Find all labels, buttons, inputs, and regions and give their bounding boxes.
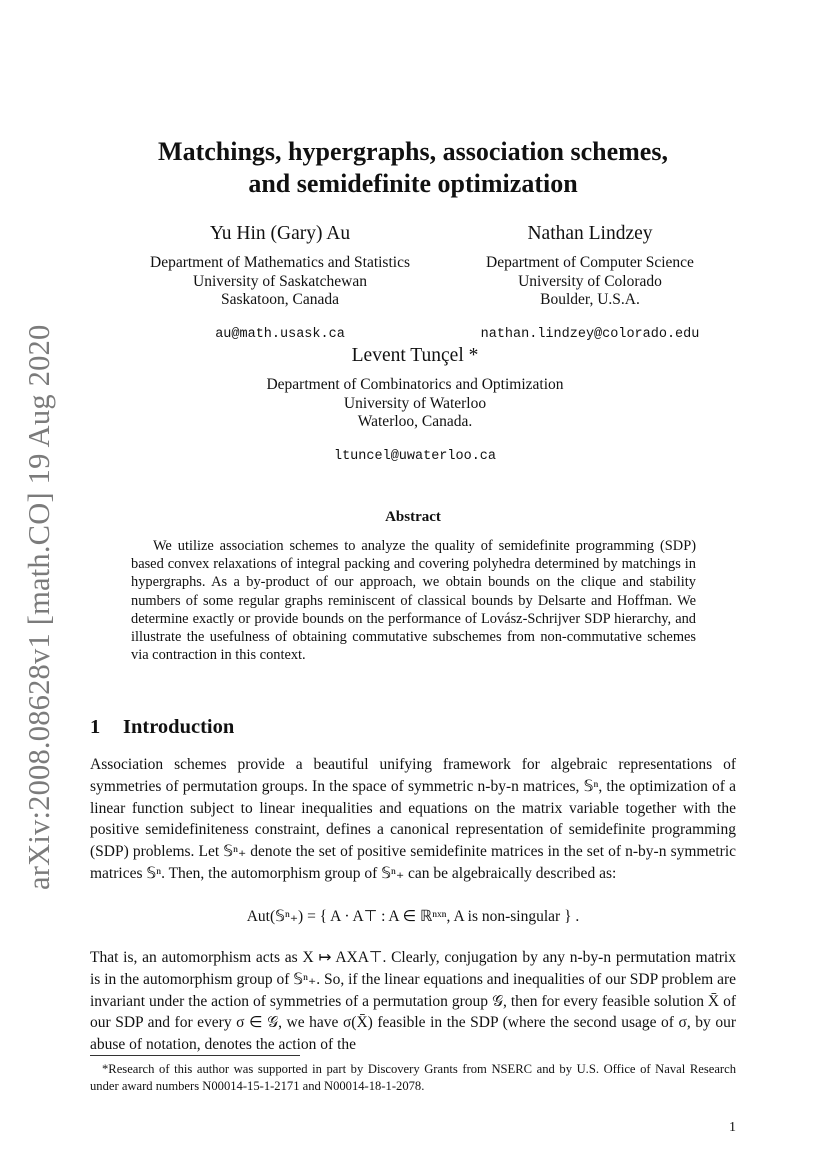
author-name: Nathan Lindzey xyxy=(527,223,653,244)
section-title-text: Introduction xyxy=(123,716,235,738)
paper-title-line-2: and semidefinite optimization xyxy=(248,169,578,198)
author-block-lindzey xyxy=(440,222,740,344)
author-university: University of Waterloo xyxy=(343,394,487,412)
author-block-au xyxy=(120,222,440,344)
author-name: Yu Hin (Gary) Au xyxy=(209,223,351,244)
author-location: Saskatoon, Canada xyxy=(221,291,339,308)
author-university: University of Saskatchewan xyxy=(193,272,367,290)
author-department: Department of Computer Science xyxy=(486,254,694,271)
author-location: Waterloo, Canada. xyxy=(357,413,473,430)
section-heading xyxy=(90,716,234,739)
paper-title xyxy=(90,136,736,200)
paper-title-line-1: Matchings, hypergraphs, association schemes, xyxy=(158,137,668,166)
author-name: Levent Tunçel * xyxy=(351,345,479,366)
author-department: Department of Combinatorics and Optimization xyxy=(266,376,564,393)
footnote-divider xyxy=(90,1055,300,1056)
intro-paragraph-2: That is, an automorphism acts as X ↦ AXA⊤. Clearly, conjugation by any n-by-n permutation matrix is in the automorphism group of 𝕊ⁿ₊. So, if the linear equations and inequalities of our SDP problem are invariant under the action of symmetries of a permutation group 𝒢, then for every feasible solution X̄ of our SDP and for every σ ∈ 𝒢, we have σ(X̄) feasible in the SDP (where the second usage of σ, by our abuse of notation, denotes the action of the xyxy=(90,949,736,1054)
author-university: University of Colorado xyxy=(518,272,662,290)
abstract-heading: Abstract xyxy=(385,509,441,525)
author-department: Department of Mathematics and Statistics xyxy=(150,254,410,271)
intro-paragraph-1: Association schemes provide a beautiful unifying framework for algebraic representations of symmetries of permutation groups. In the space of symmetric n-by-n matrices, 𝕊ⁿ, the optimization of a linear function subject to linear inequalities and equations on the matrix variable together with the positive semidefiniteness constraint, defines a canonical representation of semidefinite programming (SDP) problems. Let 𝕊ⁿ₊ denote the set of positive semidefinite matrices in the set of n-by-n symmetric matrices 𝕊ⁿ. Then, the automorphism group of 𝕊ⁿ₊ can be algebraically described as: xyxy=(90,756,736,882)
automorphism-equation: Aut(𝕊ⁿ₊) = { A · A⊤ : A ∈ ℝⁿˣⁿ, A is non-singular } . xyxy=(246,908,580,925)
section-number: 1 xyxy=(90,716,101,738)
author-email: nathan.lindzey@colorado.edu xyxy=(480,326,700,342)
author-block-tuncel xyxy=(215,344,615,466)
abstract-text: We utilize association schemes to analyze the quality of semidefinite programming (SDP) based convex relaxations of integral packing and covering polyhedra determined by matchings in hypergraphs. As a by-product of our approach, we obtain bounds on the clique and stability numbers of some regular graphs reminiscent of classical bounds by Delsarte and Hoffman. We determine exactly or provide bounds on the performance of Lovász-Schrijver SDP hierarchy, and illustrate the usefulness of obtaining commutative subschemes from non-commutative schemes via contraction in this context. xyxy=(131,538,696,664)
author-email: au@math.usask.ca xyxy=(215,326,345,342)
author-location: Boulder, U.S.A. xyxy=(540,291,640,308)
page-number: 1 xyxy=(729,1120,736,1135)
arxiv-identifier-stamp: arXiv:2008.08628v1 [math.CO] 19 Aug 2020 xyxy=(22,324,56,890)
author-email: ltuncel@uwaterloo.ca xyxy=(333,448,497,464)
footnote: *Research of this author was supported in part by Discovery Grants from NSERC and by U.S. Office of Naval Research under award numbers N00014-15-1-2171 and N00014-18-1-2078. xyxy=(90,1062,736,1093)
